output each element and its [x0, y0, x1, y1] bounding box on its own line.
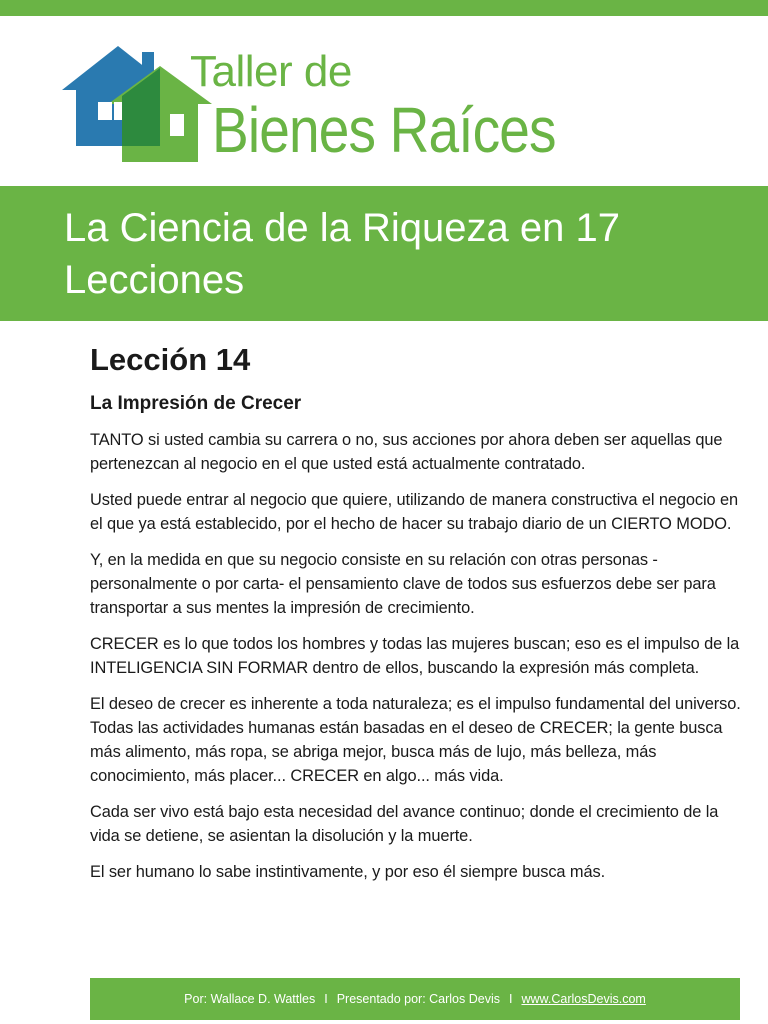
lesson-content [90, 340, 750, 896]
lesson-subtitle: La Impresión de Crecer [90, 393, 302, 414]
footer-presenter: Presentado por: Carlos Devis [336, 992, 500, 1006]
paragraph: Y, en la medida en que su negocio consiste en su relación con otras personas - personalmente o por carta- el pensamiento clave de todos sus esfuerzos debe ser para transportar a sus mentes la impresión de crecimiento. [90, 551, 716, 617]
lesson-title: Lección 14 [90, 342, 251, 377]
footer-separator: I [509, 992, 513, 1006]
logo [62, 38, 556, 168]
logo-text-line1: Taller de [190, 47, 352, 96]
paragraph: Usted puede entrar al negocio que quiere, utilizando de manera constructiva el negocio en el que ya está establecido, por el hecho de hacer su trabajo diario de un CIERTO MODO. [90, 491, 739, 533]
paragraph: TANTO si usted cambia su carrera o no, sus acciones por ahora deben ser aquellas que pertenezcan al negocio en el que usted está actualmente contratado. [90, 431, 723, 473]
footer-author: Por: Wallace D. Wattles [184, 992, 316, 1006]
footer-separator: I [324, 992, 328, 1006]
document-title: La Ciencia de la Riqueza en 17 Lecciones [64, 206, 620, 302]
logo-text-line2: Bienes Raíces [212, 94, 556, 166]
paragraph: CRECER es lo que todos los hombres y todas las mujeres buscan; eso es el impulso de la INTELIGENCIA SIN FORMAR dentro de ellos, buscando la expresión más completa. [90, 635, 740, 677]
paragraph: Cada ser vivo está bajo esta necesidad del avance continuo; donde el crecimiento de la vida se detiene, se asientan la disolución y la muerte. [90, 803, 719, 845]
footer-bar [90, 978, 740, 1020]
paragraph: El ser humano lo sabe instintivamente, y por eso él siempre busca más. [90, 863, 606, 881]
paragraph: El deseo de crecer es inherente a toda naturaleza; es el impulso fundamental del universo. Todas las actividades humanas están basadas en el deseo de CRECER; la gente busca más alimento, más ropa, se abriga mejor, busca más de lujo, más belleza, más conocimiento, más placer... CRECER en algo... más vida. [90, 695, 741, 785]
top-accent-bar [0, 0, 768, 16]
footer-website-link[interactable]: www.CarlosDevis.com [521, 992, 646, 1006]
title-banner [0, 186, 768, 321]
